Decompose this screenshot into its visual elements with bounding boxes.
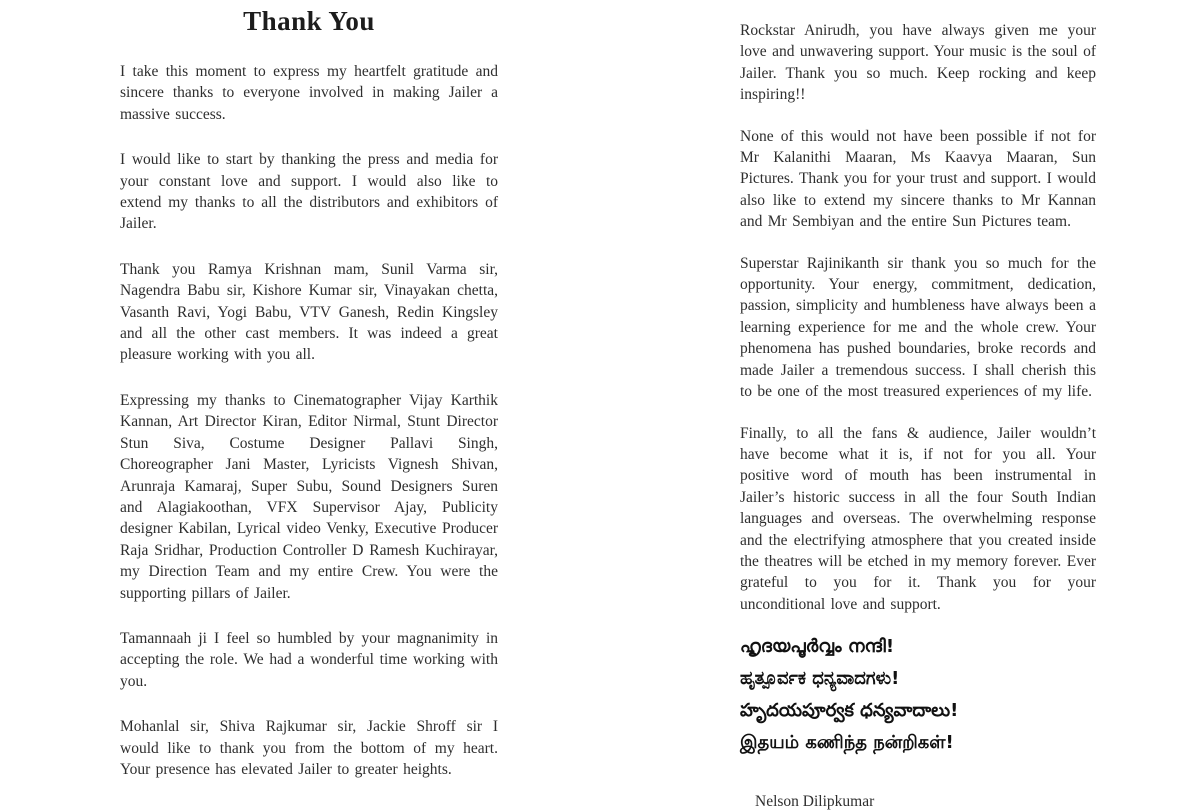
letter-paragraph-tamannaah: Tamannaah ji I feel so humbled by your magnanimity in accepting the role. We had a wonderful time working with you. — [120, 629, 498, 690]
multilingual-thanks-block — [740, 635, 1096, 755]
page-title: Thank You — [243, 6, 375, 36]
right-column — [740, 20, 1096, 811]
letter-paragraph-fans: Finally, to all the fans & audience, Jailer wouldn’t have become what it is, if not for you all. Your positive word of mouth has been instrumental in Jailer’s historic success in all the four South Indian languages and overseas. The overwhelming response and the electrifying atmosphere that you created inside the theatres will be etched in my memory forever. Ever grateful to you for it. Thank you for your unconditional love and support. — [740, 424, 1096, 613]
signature: Nelson Dilipkumar — [755, 793, 875, 811]
thanks-line-tamil: இதயம் கணிந்த நன்றிகள்! — [740, 732, 954, 754]
thanks-line-malayalam: ഹൃദയപൂർവ്വം നന്ദി! — [740, 636, 895, 658]
letter-paragraph-cast: Thank you Ramya Krishnan mam, Sunil Varma sir, Nagendra Babu sir, Kishore Kumar sir, Vinayakan chetta, Vasanth Ravi, Yogi Babu, VTV Ganesh, Redin Kingsley and all the other cast members. It was indeed a great pleasure working with you all. — [120, 260, 498, 364]
letter-paragraph-gratitude: I take this moment to express my heartfelt gratitude and sincere thanks to everyone involved in making Jailer a massive success. — [120, 63, 498, 123]
letter-paragraph-press-media: I would like to start by thanking the press and media for your constant love and support. I would also like to extend my thanks to all the distributors and exhibitors of Jailer. — [120, 151, 498, 233]
letter-paragraph-sun-pictures: None of this would not have been possible if not for Mr Kalanithi Maaran, Ms Kaavya Maaran, Sun Pictures. Thank you for your trust and support. I would also like to extend my sincere thanks to Mr Kannan and Mr Sembiyan and the entire Sun Pictures team. — [740, 127, 1096, 231]
letter-paragraph-guest-stars: Mohanlal sir, Shiva Rajkumar sir, Jackie Shroff sir I would like to thank you from the bottom of my heart. Your presence has elevated Jailer to greater heights. — [120, 718, 498, 778]
letter-paragraph-anirudh: Rockstar Anirudh, you have always given me your love and unwavering support. Your music is the soul of Jailer. Thank you so much. Keep rocking and keep inspiring!! — [740, 22, 1096, 104]
letter-paragraph-crew: Expressing my thanks to Cinematographer Vijay Karthik Kannan, Art Director Kiran, Editor Nirmal, Stunt Director Stun Siva, Costume Designer Pallavi Singh, Choreographer Jani Master, Lyricists Vignesh Shivan, Arunraja Kamaraj, Super Subu, Sound Designers Suren and Alagiakoothan, VFX Supervisor Ajay, Publicity designer Kabilan, Lyrical video Venky, Executive Producer Raja Sridhar, Production Controller D Ramesh Kuchirayar, my Direction Team and my entire Crew. You were the supporting pillars of Jailer. — [120, 391, 498, 602]
letter-paragraph-rajinikanth: Superstar Rajinikanth sir thank you so much for the opportunity. Your energy, commitment, dedication, passion, simplicity and humbleness have always been a learning experience for me and the whole crew. Your phenomena has pushed boundaries, broke records and made Jailer a tremendous success. I shall cherish this to be one of the most treasured experiences of my life. — [740, 254, 1096, 401]
thanks-line-telugu: హృదయపూర్వక ధన్యవాదాలు! — [740, 700, 959, 722]
left-column — [120, 6, 498, 804]
thanks-line-kannada: ಹೃತ್ಪೂರ್ವಕ ಧನ್ಯವಾದಗಳು! — [740, 668, 900, 690]
